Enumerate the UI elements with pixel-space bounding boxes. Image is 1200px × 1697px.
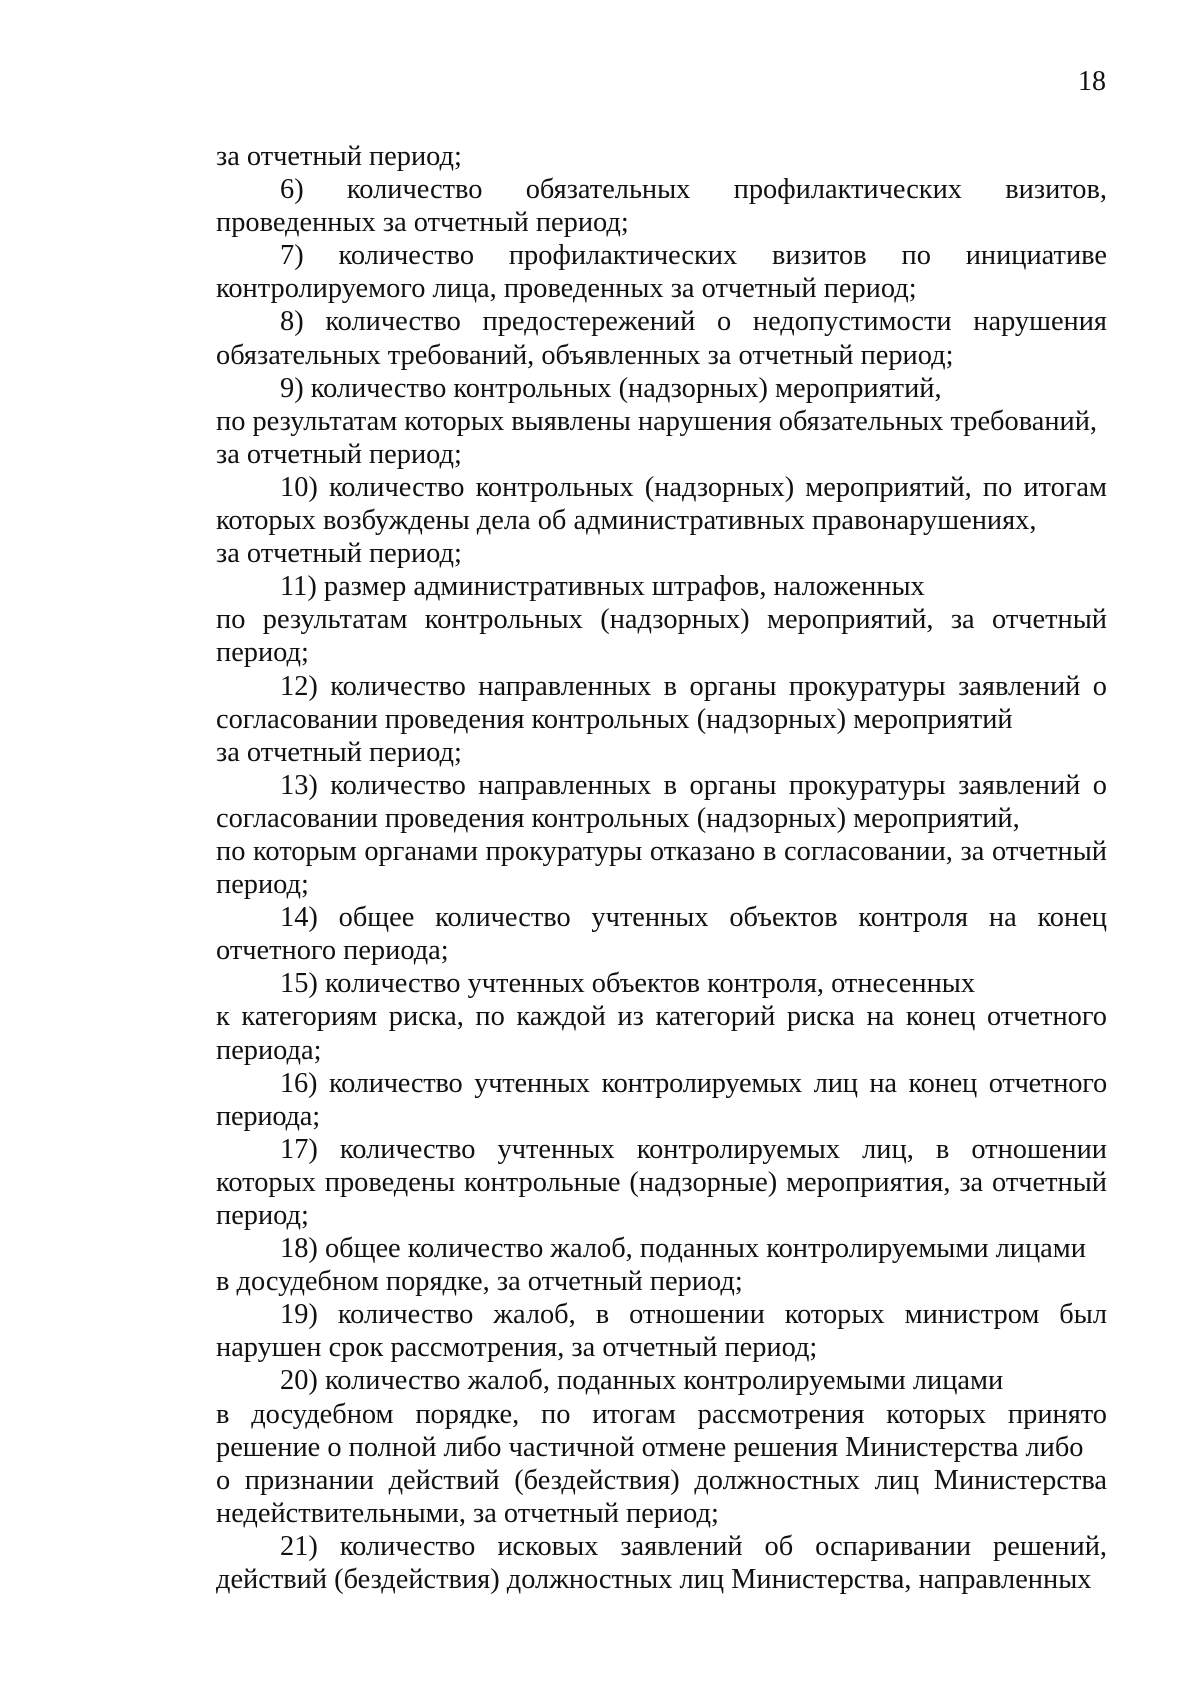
list-item-8: 8) количество предостережений о недопустимости нарушения обязательных требований, объявленных за отчетный период; (216, 306, 1107, 371)
list-item-17: 17) количество учтенных контролируемых лиц, в отношении которых проведены контрольные (надзорные) мероприятия, за отчетный период; (216, 1133, 1107, 1231)
list-item-13: 13) количество направленных в органы прокуратуры заявлений о согласовании проведения контрольных (надзорных) мероприятий, по которым органами прокуратуры отказано в согласовании, за отчетный период; (216, 769, 1107, 901)
paragraph-continuation: за отчетный период; (216, 141, 462, 172)
document-body (216, 140, 1107, 1596)
list-item-21: 21) количество исковых заявлений об оспаривании решений, действий (бездействия) должностных лиц Министерства, направленных (216, 1530, 1107, 1596)
list-item-15: 15) количество учтенных объектов контроля, отнесенных к категориям риска, по каждой из категорий риска на конец отчетного периода; (216, 968, 1107, 1066)
list-item-14: 14) общее количество учтенных объектов контроля на конец отчетного периода; (216, 902, 1107, 967)
list-item-11: 11) размер административных штрафов, наложенных по результатам контрольных (надзорных) мероприятий, за отчетный период; (216, 571, 1107, 669)
page-number: 18 (1078, 66, 1106, 97)
list-item-16: 16) количество учтенных контролируемых лиц на конец отчетного периода; (216, 1067, 1107, 1132)
list-item-10: 10) количество контрольных (надзорных) мероприятий, по итогам которых возбуждены дела об административных правонарушениях, за отчетный период; (216, 471, 1107, 570)
list-item-12: 12) количество направленных в органы прокуратуры заявлений о согласовании проведения контрольных (надзорных) мероприятий за отчетный период; (216, 670, 1107, 768)
list-item-6: 6) количество обязательных профилактических визитов, проведенных за отчетный период; (216, 174, 1107, 239)
list-item-7: 7) количество профилактических визитов по инициативе контролируемого лица, проведенных за отчетный период; (216, 240, 1107, 305)
list-item-18: 18) общее количество жалоб, поданных контролируемыми лицами в досудебном порядке, за отчетный период; (216, 1233, 1086, 1298)
list-item-20: 20) количество жалоб, поданных контролируемыми лицами в досудебном порядке, по итогам рассмотрения которых принято решение о полной либо частичной отмене решения Министерства либо о признании действий (бездействия) должностных лиц Министерства недействительными, за отчетный период; (216, 1365, 1107, 1529)
list-item-19: 19) количество жалоб, в отношении которых министром был нарушен срок рассмотрения, за отчетный период; (216, 1299, 1107, 1364)
list-item-9: 9) количество контрольных (надзорных) мероприятий, по результатам которых выявлены нарушения обязательных требований, за отчетный период; (216, 372, 1098, 470)
